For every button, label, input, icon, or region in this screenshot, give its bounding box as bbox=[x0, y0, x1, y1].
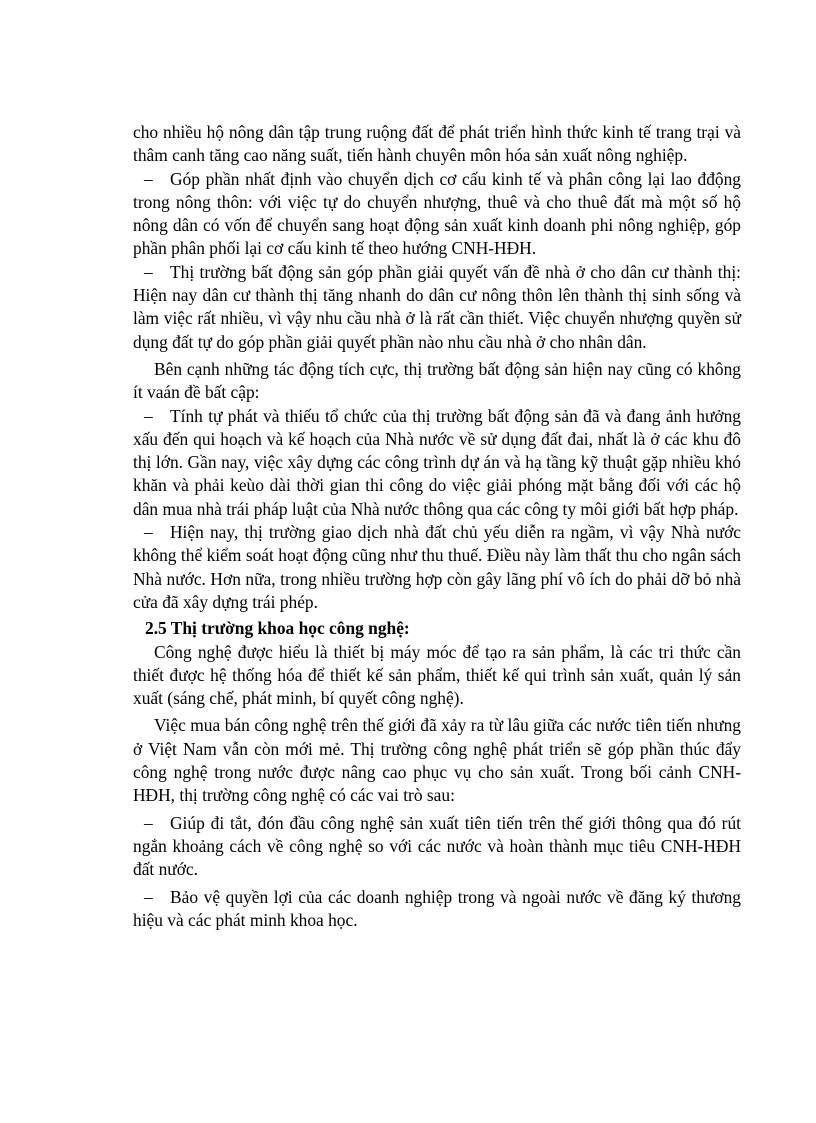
bullet-item bbox=[133, 521, 741, 614]
bullet-text: Tính tự phát và thiếu tổ chức của thị trường bất động sản đã và đang ảnh hưởng xấu đến qui hoạch và kế hoạch của Nhà nước về sử dụng đất đai, nhất là ở các khu đô thị lớn. Gần nay, việc xây dựng các công trình dự án và hạ tầng kỹ thuật gặp nhiều khó khăn và phải keùo dài thời gian thi công do việc giải phóng mặt bằng đối với các hộ dân mua nhà trái pháp luật của Nhà nước thông qua các công ty môi giới bất hợp pháp. bbox=[133, 405, 741, 519]
paragraph: Công nghệ được hiểu là thiết bị máy móc để tạo ra sản phẩm, là các tri thức cần thiết được hệ thống hóa để thiết kế sản phẩm, thiết kế qui trình sản xuất, quản lý sản xuất (sáng chế, phát minh, bí quyết công nghệ). bbox=[133, 641, 741, 709]
bullet-dash: – bbox=[144, 261, 153, 282]
bullet-dash: – bbox=[144, 886, 153, 907]
bullet-item bbox=[133, 812, 741, 882]
bullet-item bbox=[133, 261, 741, 354]
bullet-item bbox=[133, 405, 741, 521]
bullet-dash: – bbox=[144, 168, 153, 189]
document-body bbox=[133, 121, 741, 932]
bullet-text: Góp phần nhất định vào chuyển dịch cơ cấu kinh tế và phân công lại lao đđộng trong nông thôn: với việc tự do chuyển nhượng, thuê và cho thuê đất mà một số hộ nông dân có vốn để chuyển sang hoạt động sản xuất kinh doanh phi nông nghiệp, góp phần phân phối lại cơ cấu kinh tế theo hướng CNH-HĐH. bbox=[133, 168, 741, 259]
bullet-text: Bảo vệ quyền lợi của các doanh nghiệp trong và ngoài nước về đăng ký thương hiệu và các phát minh khoa học. bbox=[133, 886, 741, 930]
bullet-text: Thị trường bất động sản góp phần giải quyết vấn đề nhà ở cho dân cư thành thị: Hiện nay dân cư thành thị tăng nhanh do dân cư nông thôn lên thành thị sinh sống và làm việc rất nhiều, vì vậy nhu cầu nhà ở là rất cần thiết. Việc chuyển nhượng quyền sử dụng đất tự do góp phần giải quyết phần nào nhu cầu nhà ở cho nhân dân. bbox=[133, 261, 741, 352]
bullet-text: Hiện nay, thị trường giao dịch nhà đất chủ yếu diễn ra ngầm, vì vậy Nhà nước không thể kiểm soát hoạt động cũng như thu thuế. Điều này làm thất thu cho ngân sách Nhà nước. Hơn nữa, trong nhiều trường hợp còn gây lãng phí vô ích do phải dỡ bỏ nhà cửa đã xây dựng trái phép. bbox=[133, 522, 741, 612]
paragraph: Việc mua bán công nghệ trên thế giới đã xảy ra từ lâu giữa các nước tiên tiến nhưng ở Việt Nam vẫn còn mới mẻ. Thị trường công nghệ phát triển sẽ góp phần thúc đẩy công nghệ trong nước được nâng cao phục vụ cho sản xuất. Trong bối cảnh CNH-HĐH, thị trường công nghệ có các vai trò sau: bbox=[133, 715, 741, 806]
bullet-item bbox=[133, 886, 741, 933]
bullet-text: Giúp đi tắt, đón đầu công nghệ sản xuất tiên tiến trên thế giới thông qua đó rút ngắn khoảng cách về công nghệ so với các nước và hoàn thành mục tiêu CNH-HĐH đất nước. bbox=[133, 812, 741, 880]
bullet-dash: – bbox=[144, 405, 153, 426]
paragraph: Bên cạnh những tác động tích cực, thị trường bất động sản hiện nay cũng có không ít vaán đề bất cập: bbox=[133, 358, 741, 403]
bullet-dash: – bbox=[144, 522, 153, 543]
paragraph: cho nhiều hộ nông dân tập trung ruộng đất để phát triển hình thức kinh tế trang trại và thâm canh tăng cao năng suất, tiến hành chuyên môn hóa sản xuất nông nghiệp. bbox=[133, 122, 741, 166]
bullet-dash: – bbox=[144, 812, 153, 833]
bullet-item bbox=[133, 168, 741, 261]
section-heading: 2.5 Thị trường khoa học công nghệ: bbox=[145, 618, 410, 639]
